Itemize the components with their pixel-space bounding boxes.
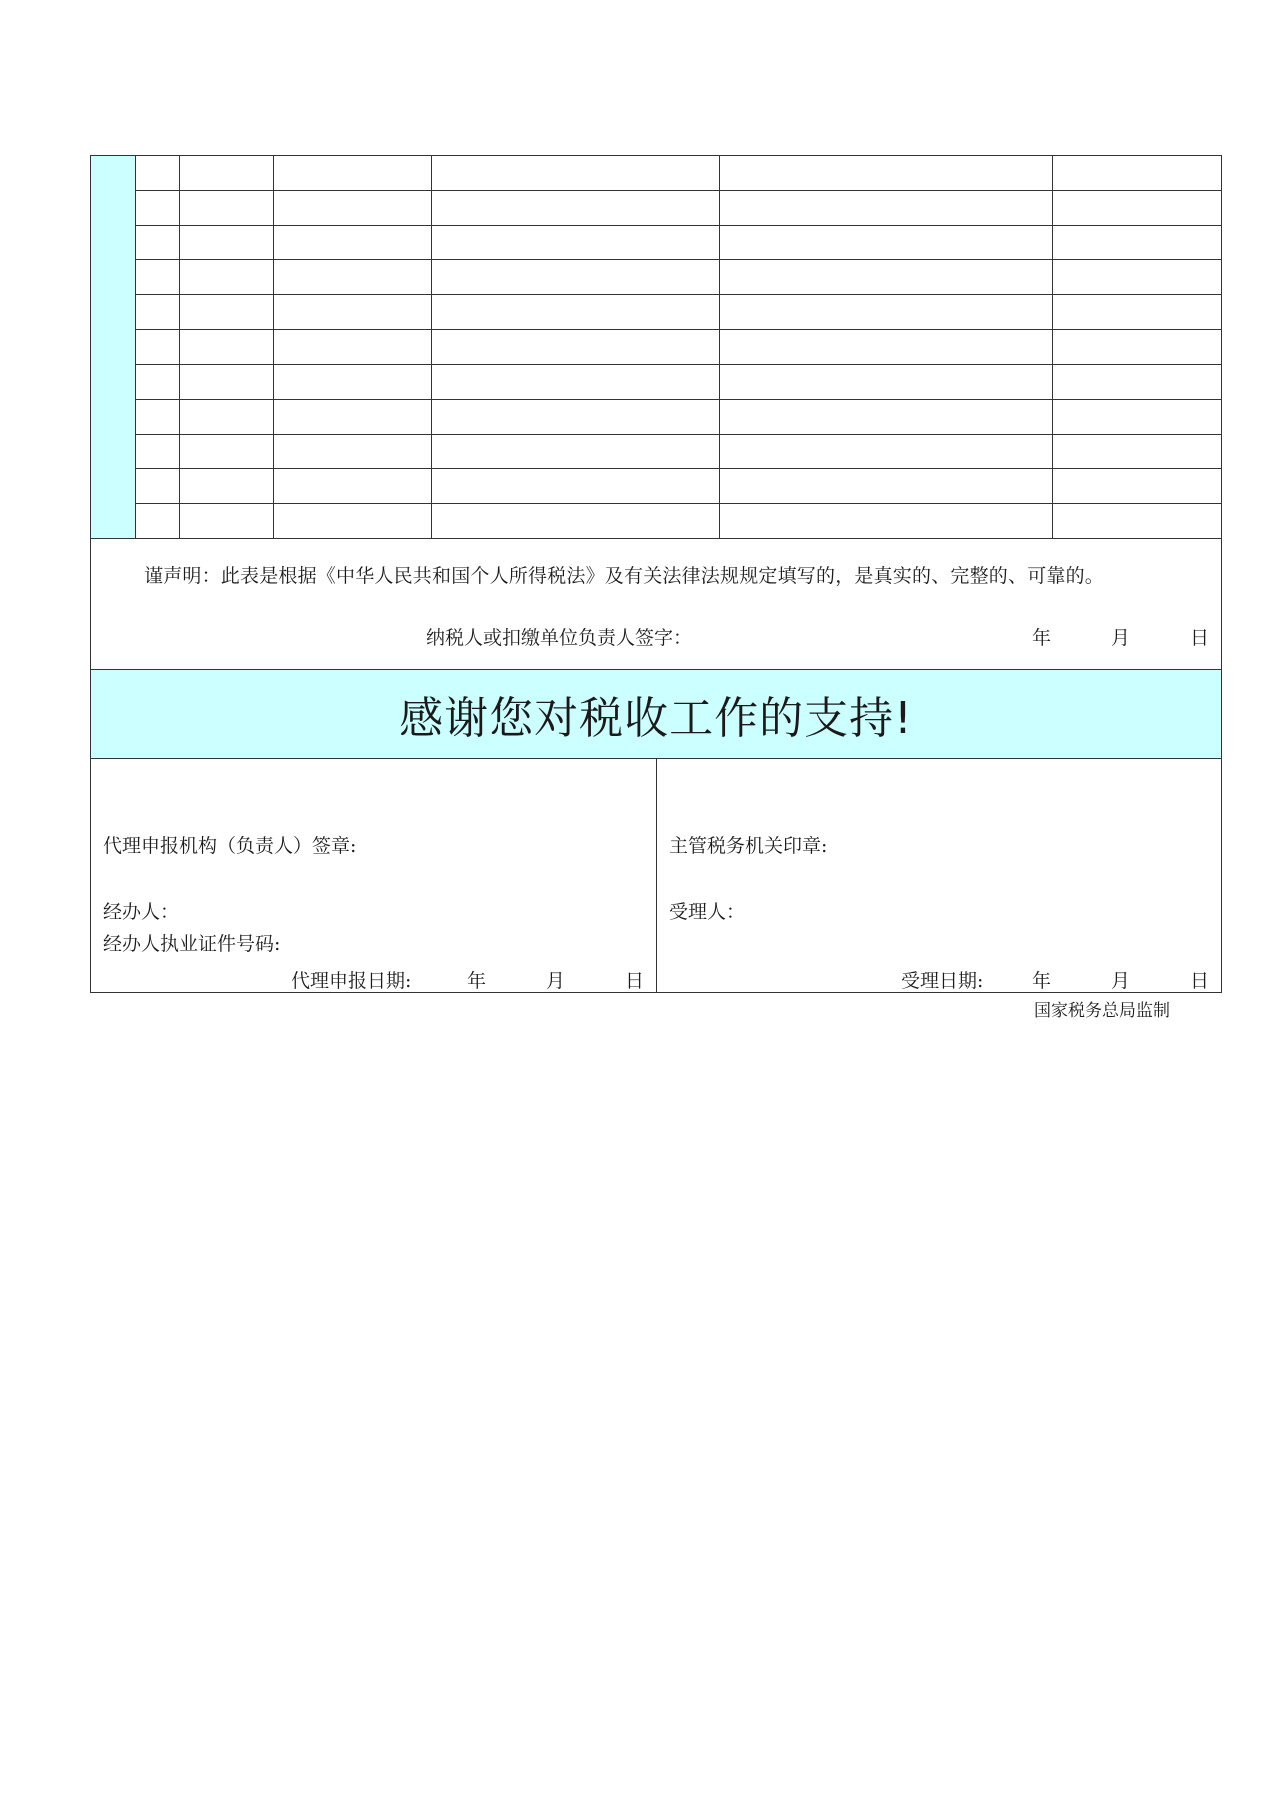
table-cell[interactable] [1053,435,1221,469]
year-label: 年 [1031,627,1051,649]
table-cell[interactable] [274,156,432,190]
table-cell[interactable] [1053,504,1221,538]
taxpayer-signature-label: 纳税人或扣缴单位负责人签字： [426,627,693,649]
table-cell[interactable] [432,295,720,329]
table-row [136,435,1221,470]
table-cell[interactable] [180,191,274,225]
table-cell[interactable] [180,400,274,434]
tax-form [90,155,1222,993]
table-cell[interactable] [1053,226,1221,260]
table-cell[interactable] [720,191,1053,225]
table-cell[interactable] [1053,330,1221,364]
table-cell[interactable] [432,156,720,190]
table-cell[interactable] [180,365,274,399]
declaration-text: 谨声明：此表是根据《中华人民共和国个人所得税法》及有关法律法规规定填写的，是真实的、完整的、可靠的。 [144,565,1105,587]
year-label: 年 [1031,970,1051,992]
declaration-date [1032,623,1209,650]
table-cell[interactable] [136,191,180,225]
table-cell[interactable] [274,330,432,364]
agent-date [467,966,644,993]
month-label: 月 [1110,627,1130,649]
agent-section [91,759,657,992]
table-cell[interactable] [1053,156,1221,190]
table-cell[interactable] [720,469,1053,503]
handler-label: 经办人： [103,901,180,923]
table-cell[interactable] [432,504,720,538]
table-cell[interactable] [274,226,432,260]
agent-date-label: 代理申报日期: [291,970,412,992]
detail-grid [136,156,1221,538]
table-cell[interactable] [180,469,274,503]
table-cell[interactable] [136,260,180,294]
table-cell[interactable] [136,295,180,329]
month-label: 月 [545,970,565,992]
table-row [136,226,1221,261]
table-cell[interactable] [1053,400,1221,434]
table-cell[interactable] [274,435,432,469]
day-label: 日 [1189,970,1209,992]
tax-authority-section [657,759,1221,992]
year-label: 年 [466,970,486,992]
declaration-section [91,539,1221,670]
table-cell[interactable] [136,469,180,503]
table-cell[interactable] [1053,469,1221,503]
table-cell[interactable] [1053,260,1221,294]
table-cell[interactable] [432,469,720,503]
table-cell[interactable] [274,365,432,399]
table-row [136,469,1221,504]
table-cell[interactable] [274,469,432,503]
table-cell[interactable] [432,365,720,399]
acceptance-date-label: 受理日期: [901,970,984,992]
table-cell[interactable] [180,295,274,329]
table-row [136,365,1221,400]
table-row [136,191,1221,226]
table-row [136,260,1221,295]
table-cell[interactable] [720,260,1053,294]
table-cell[interactable] [1053,295,1221,329]
table-cell[interactable] [274,295,432,329]
table-cell[interactable] [180,435,274,469]
certificate-number-label: 经办人执业证件号码: [103,933,281,955]
table-cell[interactable] [180,156,274,190]
table-cell[interactable] [180,330,274,364]
table-cell[interactable] [136,504,180,538]
acceptance-date [1032,966,1209,993]
table-cell[interactable] [720,226,1053,260]
table-cell[interactable] [136,365,180,399]
month-label: 月 [1110,970,1130,992]
table-cell[interactable] [180,260,274,294]
table-cell[interactable] [432,435,720,469]
table-cell[interactable] [136,226,180,260]
receiver-label: 受理人： [669,901,746,923]
table-row [136,400,1221,435]
table-cell[interactable] [136,400,180,434]
table-cell[interactable] [136,435,180,469]
table-cell[interactable] [720,435,1053,469]
detail-grid-section [91,156,1221,539]
thanks-banner [91,670,1221,759]
thanks-banner-text: 感谢您对税收工作的支持! [399,693,913,744]
table-cell[interactable] [432,260,720,294]
table-row [136,295,1221,330]
table-cell[interactable] [180,504,274,538]
table-cell[interactable] [432,330,720,364]
table-cell[interactable] [136,330,180,364]
agency-seal-label: 代理申报机构（负责人）签章: [103,835,357,857]
authority-seal-label: 主管税务机关印章: [669,835,828,857]
table-cell[interactable] [432,400,720,434]
table-cell[interactable] [274,260,432,294]
table-cell[interactable] [432,226,720,260]
day-label: 日 [1189,627,1209,649]
table-row [136,156,1221,191]
day-label: 日 [624,970,644,992]
table-cell[interactable] [1053,191,1221,225]
table-cell[interactable] [720,365,1053,399]
table-row [136,330,1221,365]
table-cell[interactable] [720,400,1053,434]
table-cell[interactable] [432,191,720,225]
table-row [136,504,1221,538]
supervision-note: 国家税务总局监制 [1034,1001,1170,1021]
table-cell[interactable] [720,504,1053,538]
table-cell[interactable] [1053,365,1221,399]
table-cell[interactable] [720,156,1053,190]
table-cell[interactable] [720,295,1053,329]
table-cell[interactable] [274,400,432,434]
table-cell[interactable] [180,226,274,260]
signature-section [91,759,1221,992]
table-cell[interactable] [136,156,180,190]
side-band [91,156,136,538]
table-cell[interactable] [720,330,1053,364]
table-cell[interactable] [274,504,432,538]
table-cell[interactable] [274,191,432,225]
